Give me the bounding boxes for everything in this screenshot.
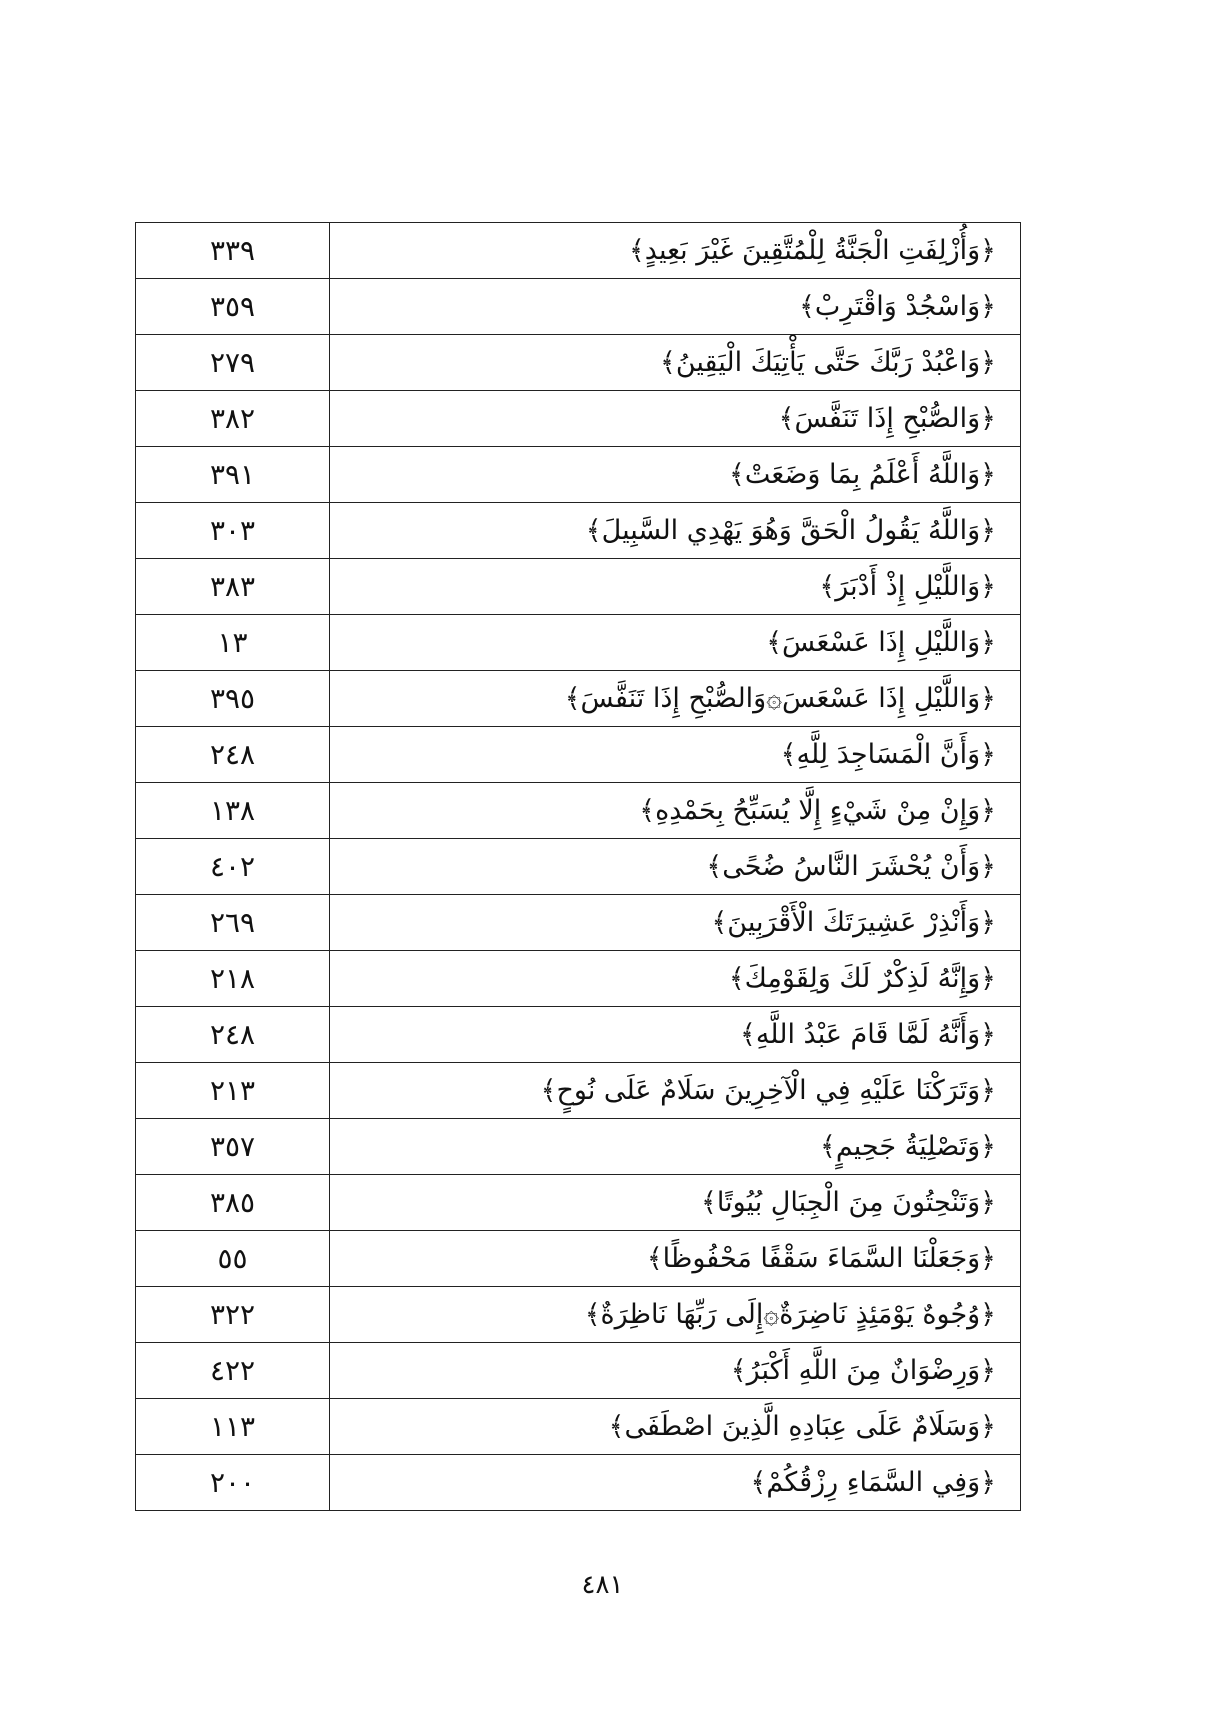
table-row — [136, 1175, 1021, 1231]
page-reference: ٣٩٥ — [136, 671, 330, 727]
table-row — [136, 839, 1021, 895]
verse-text: ﴿وَاسْجُدْ وَاقْتَرِبْ﴾ — [330, 279, 1021, 335]
verse-text: ﴿وَاللَّهُ أَعْلَمُ بِمَا وَضَعَتْ﴾ — [330, 447, 1021, 503]
page-reference: ٤٢٢ — [136, 1343, 330, 1399]
verse-text: ﴿وَاللَّيْلِ إِذْ أَدْبَرَ﴾ — [330, 559, 1021, 615]
table-row — [136, 559, 1021, 615]
table-row — [136, 1119, 1021, 1175]
table-row — [136, 391, 1021, 447]
verse-text: ﴿وَأَنَّ الْمَسَاجِدَ لِلَّهِ﴾ — [330, 727, 1021, 783]
page-reference: ١١٣ — [136, 1399, 330, 1455]
table-row — [136, 335, 1021, 391]
page-reference: ٣٢٢ — [136, 1287, 330, 1343]
table-row — [136, 1007, 1021, 1063]
verse-text: ﴿وَاللَّيْلِ إِذَا عَسْعَسَ﴾ — [330, 615, 1021, 671]
page-reference: ٢٦٩ — [136, 895, 330, 951]
page-reference: ٢٧٩ — [136, 335, 330, 391]
verse-text: ﴿وَتَنْحِتُونَ مِنَ الْجِبَالِ بُيُوتًا﴾ — [330, 1175, 1021, 1231]
verse-text: ﴿وَجَعَلْنَا السَّمَاءَ سَقْفًا مَحْفُوظًا﴾ — [330, 1231, 1021, 1287]
verse-text: ﴿وَتَرَكْنَا عَلَيْهِ فِي الْآخِرِينَ سَلَامٌ عَلَى نُوحٍ﴾ — [330, 1063, 1021, 1119]
page-number: ٤٨١ — [581, 1570, 624, 1600]
verse-text: ﴿وَتَصْلِيَةُ جَحِيمٍ﴾ — [330, 1119, 1021, 1175]
page-reference: ٣٨٢ — [136, 391, 330, 447]
table-row — [136, 783, 1021, 839]
table-row — [136, 727, 1021, 783]
page-reference: ٢١٣ — [136, 1063, 330, 1119]
page-reference: ٣٨٥ — [136, 1175, 330, 1231]
page-reference: ٢٤٨ — [136, 1007, 330, 1063]
table-row — [136, 1399, 1021, 1455]
table-row — [136, 671, 1021, 727]
page-reference: ٤٠٢ — [136, 839, 330, 895]
table-row — [136, 895, 1021, 951]
table-row — [136, 223, 1021, 279]
verse-text: ﴿وَأَنْذِرْ عَشِيرَتَكَ الْأَقْرَبِينَ﴾ — [330, 895, 1021, 951]
table-row — [136, 279, 1021, 335]
page-reference: ٣٠٣ — [136, 503, 330, 559]
verse-text: ﴿وَالصُّبْحِ إِذَا تَنَفَّسَ﴾ — [330, 391, 1021, 447]
verse-text: ﴿وَاعْبُدْ رَبَّكَ حَتَّى يَأْتِيَكَ الْيَقِينُ﴾ — [330, 335, 1021, 391]
table-row — [136, 1063, 1021, 1119]
verse-text: ﴿وَسَلَامٌ عَلَى عِبَادِهِ الَّذِينَ اصْطَفَى﴾ — [330, 1399, 1021, 1455]
page-reference: ٣٩١ — [136, 447, 330, 503]
page-reference: ٣٥٧ — [136, 1119, 330, 1175]
page-reference: ٢١٨ — [136, 951, 330, 1007]
table-row — [136, 1455, 1021, 1511]
table-row — [136, 503, 1021, 559]
verse-text: ﴿وَفِي السَّمَاءِ رِزْقُكُمْ﴾ — [330, 1455, 1021, 1511]
verse-index-rows — [136, 223, 1021, 1511]
table-row — [136, 951, 1021, 1007]
verse-text: ﴿وَرِضْوَانٌ مِنَ اللَّهِ أَكْبَرُ﴾ — [330, 1343, 1021, 1399]
page-reference: ٣٨٣ — [136, 559, 330, 615]
page-reference: ٢٤٨ — [136, 727, 330, 783]
page-reference: ٢٠٠ — [136, 1455, 330, 1511]
verse-text: ﴿وَإِنْ مِنْ شَيْءٍ إِلَّا يُسَبِّحُ بِحَمْدِهِ﴾ — [330, 783, 1021, 839]
verse-text: ﴿وَأَنَّهُ لَمَّا قَامَ عَبْدُ اللَّهِ﴾ — [330, 1007, 1021, 1063]
verse-text: ﴿وَاللَّيْلِ إِذَا عَسْعَسَ۞وَالصُّبْحِ إِذَا تَنَفَّسَ﴾ — [330, 671, 1021, 727]
verse-text: ﴿وَأَنْ يُحْشَرَ النَّاسُ ضُحًى﴾ — [330, 839, 1021, 895]
table-row — [136, 1343, 1021, 1399]
page-reference: ١٣٨ — [136, 783, 330, 839]
page-reference: ٣٥٩ — [136, 279, 330, 335]
page-reference: ٥٥ — [136, 1231, 330, 1287]
table-row — [136, 1287, 1021, 1343]
verse-index-table — [135, 222, 1021, 1511]
verse-text: ﴿وُجُوهٌ يَوْمَئِذٍ نَاضِرَةٌ۞إِلَى رَبِّهَا نَاظِرَةٌ﴾ — [330, 1287, 1021, 1343]
page-reference: ١٣ — [136, 615, 330, 671]
verse-text: ﴿وَأُزْلِفَتِ الْجَنَّةُ لِلْمُتَّقِينَ غَيْرَ بَعِيدٍ﴾ — [330, 223, 1021, 279]
verse-text: ﴿وَاللَّهُ يَقُولُ الْحَقَّ وَهُوَ يَهْدِي السَّبِيلَ﴾ — [330, 503, 1021, 559]
table-row — [136, 1231, 1021, 1287]
verse-text: ﴿وَإِنَّهُ لَذِكْرٌ لَكَ وَلِقَوْمِكَ﴾ — [330, 951, 1021, 1007]
page-reference: ٣٣٩ — [136, 223, 330, 279]
table-row — [136, 615, 1021, 671]
table-row — [136, 447, 1021, 503]
